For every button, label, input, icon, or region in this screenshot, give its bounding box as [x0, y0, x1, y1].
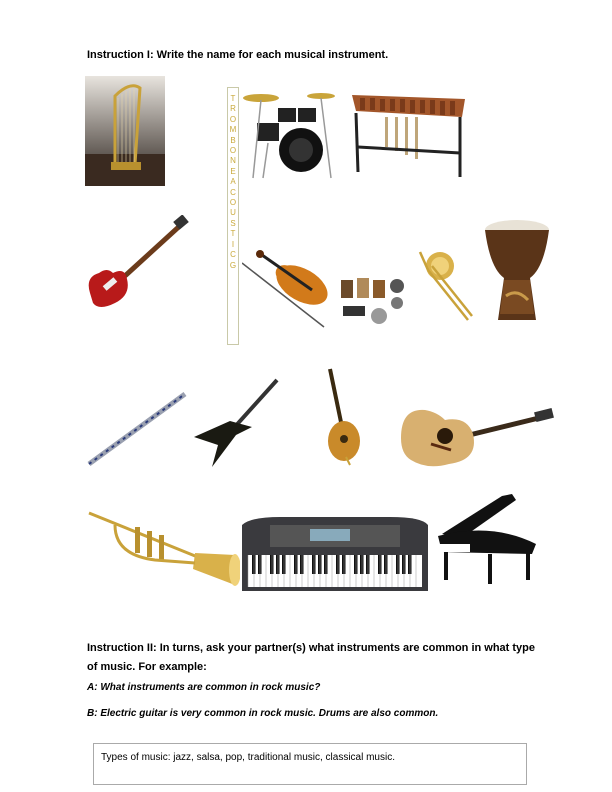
trombone-image	[410, 240, 475, 325]
drum-kit-image	[243, 88, 343, 183]
vertical-letter: C	[230, 250, 236, 260]
vertical-letter: G	[229, 260, 237, 270]
harp-image	[85, 76, 165, 186]
vertical-word-box	[227, 87, 239, 345]
music-types-text: Types of music: jazz, salsa, pop, traditional music, classical music.	[101, 752, 395, 763]
vertical-letter: I	[231, 239, 235, 249]
xylophone-image	[350, 87, 470, 182]
acoustic-guitar-image	[397, 400, 557, 470]
vertical-letter: T	[230, 229, 236, 239]
vertical-letter: N	[230, 156, 236, 166]
trumpet-image	[85, 505, 240, 590]
vertical-letter: R	[230, 104, 236, 114]
example-a: A: What instruments are common in rock music?	[87, 682, 321, 693]
lute-image	[316, 367, 366, 467]
vertical-letters	[228, 94, 238, 271]
percussion-set-image	[339, 268, 409, 328]
flute-image	[85, 390, 190, 470]
vertical-letter: C	[230, 187, 236, 197]
electric-guitar-image	[192, 375, 284, 470]
grand-piano-image	[432, 492, 542, 587]
instruction-1: Instruction I: Write the name for each musical instrument.	[87, 49, 389, 61]
vertical-letter: E	[230, 166, 236, 176]
keyboard-image	[240, 515, 430, 595]
instruction-2: Instruction II: In turns, ask your partner(s) what instruments are common in what type of music. For example:	[87, 642, 536, 673]
example-b: B: Electric guitar is very common in rock music. Drums are also common.	[87, 708, 439, 719]
vertical-letter: S	[230, 218, 236, 228]
vertical-letter: U	[230, 208, 236, 218]
electric-bass-image	[85, 215, 190, 310]
vertical-letter: T	[230, 94, 236, 103]
djembe-image	[482, 218, 552, 323]
vertical-letter: O	[229, 146, 237, 156]
music-types-box	[93, 743, 527, 785]
vertical-letter: A	[230, 177, 236, 187]
violin-image	[242, 245, 337, 330]
vertical-letter: M	[229, 125, 237, 135]
vertical-letter: O	[229, 114, 237, 124]
vertical-letter: B	[230, 135, 236, 145]
vertical-letter: O	[229, 198, 237, 208]
